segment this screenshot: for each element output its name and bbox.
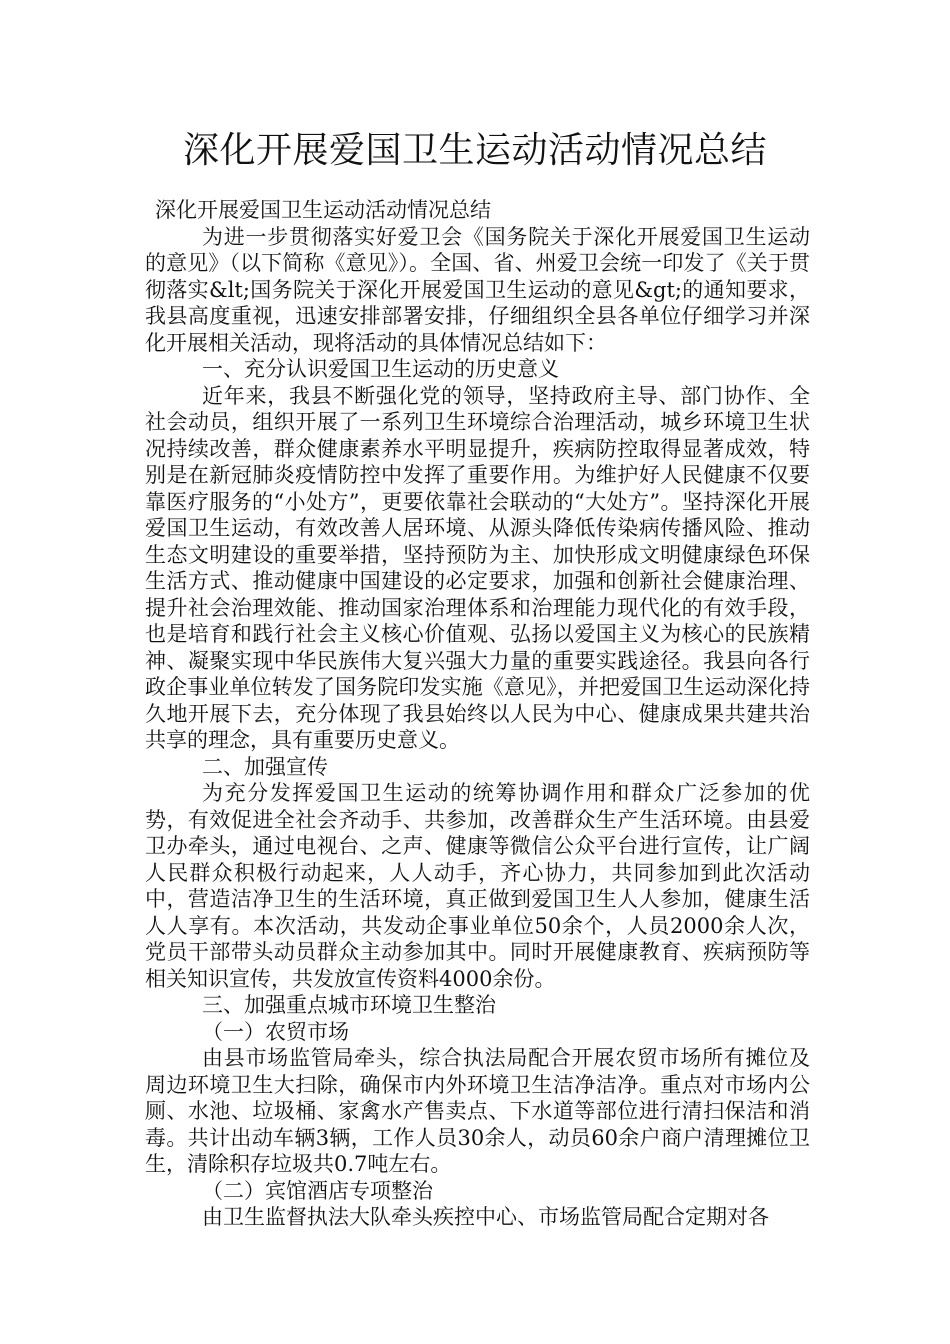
- section-heading-3: 三、加强重点城市环境卫生整治: [202, 993, 496, 1017]
- subsection-heading-market: （一）农贸市场: [202, 1019, 349, 1044]
- document-body: [145, 197, 810, 1231]
- document-subtitle: 深化开展爱国卫生运动活动情况总结: [155, 198, 491, 222]
- body-paragraph-publicity: 为充分发挥爱国卫生运动的统筹协调作用和群众广泛参加的优势，有效促进全社会齐动手、共参加，改善群众生产生活环境。由县爱卫办牵头，通过电视台、之声、健康等微信公众平台进行宣传，让广阔人民群众积极行动起来，人人动手，齐心协力，共同参加到此次活动中，营造洁净卫生的生活环境，真正做到爱国卫生人人参加，健康生活人人享有。本次活动，共发动企事业单位50余个，人员2000余人次，党员干部带头动员群众主动参加其中。同时开展健康教育、疾病预防等相关知识宣传，共发放宣传资料4000余份。: [145, 781, 810, 991]
- body-paragraph-intro: 为进一步贯彻落实好爱卫会《国务院关于深化开展爱国卫生运动的意见》（以下简称《意见》）。全国、省、州爱卫会统一印发了《关于贯彻落实&lt;国务院关于深化开展爱国卫生运动的意见&gt;的通知要求，我县高度重视，迅速安排部署安排，仔细组织全县各单位仔细学习并深化开展相关活动，现将活动的具体情况总结如下：: [145, 224, 810, 355]
- body-paragraph-hotel: 由卫生监督执法大队牵头疾控中心、市场监管局配合定期对各: [202, 1205, 769, 1229]
- section-heading-2: 二、加强宣传: [202, 754, 328, 779]
- document-title: 深化开展爱国卫生运动活动情况总结: [182, 130, 767, 171]
- body-paragraph-market: 由县市场监管局牵头，综合执法局配合开展农贸市场所有摊位及周边环境卫生大扫除，确保市内外环境卫生洁净洁净。重点对市场内公厕、水池、垃圾桶、家禽水产售卖点、下水道等部位进行清扫保洁和消毒。共计出动车辆3辆，工作人员30余人，动员60余户商户清理摊位卫生，清除积存垃圾共0.7吨左右。: [145, 1046, 810, 1176]
- subsection-heading-hotel: （二）宾馆酒店专项整治: [202, 1178, 433, 1203]
- section-heading-1: 一、充分认识爱国卫生运动的历史意义: [202, 357, 559, 381]
- body-paragraph-history: 近年来，我县不断强化党的领导，坚持政府主导、部门协作、全社会动员，组织开展了一系列卫生环境综合治理活动，城乡环境卫生状况持续改善，群众健康素养水平明显提升，疾病防控取得显著成效，特别是在新冠肺炎疫情防控中发挥了重要作用。为维护好人民健康不仅要靠医疗服务的“小处方”，更要依靠社会联动的“大处方”。坚持深化开展爱国卫生运动，有效改善人居环境、从源头降低传染病传播风险、推动生态文明建设的重要举措，坚持预防为主、加快形成文明健康绿色环保生活方式、推动健康中国建设的必定要求，加强和创新社会健康治理、提升社会治理效能、推动国家治理体系和治理能力现代化的有效手段，也是培育和践行社会主义核心价值观、弘扬以爱国主义为核心的民族精神、凝聚实现中华民族伟大复兴强大力量的重要实践途径。我县向各行政企事业单位转发了国务院印发实施《意见》，并把爱国卫生运动深化持久地开展下去，充分体现了我县始终以人民为中心、健康成果共建共治共享的理念，具有重要历史意义。: [145, 383, 810, 752]
